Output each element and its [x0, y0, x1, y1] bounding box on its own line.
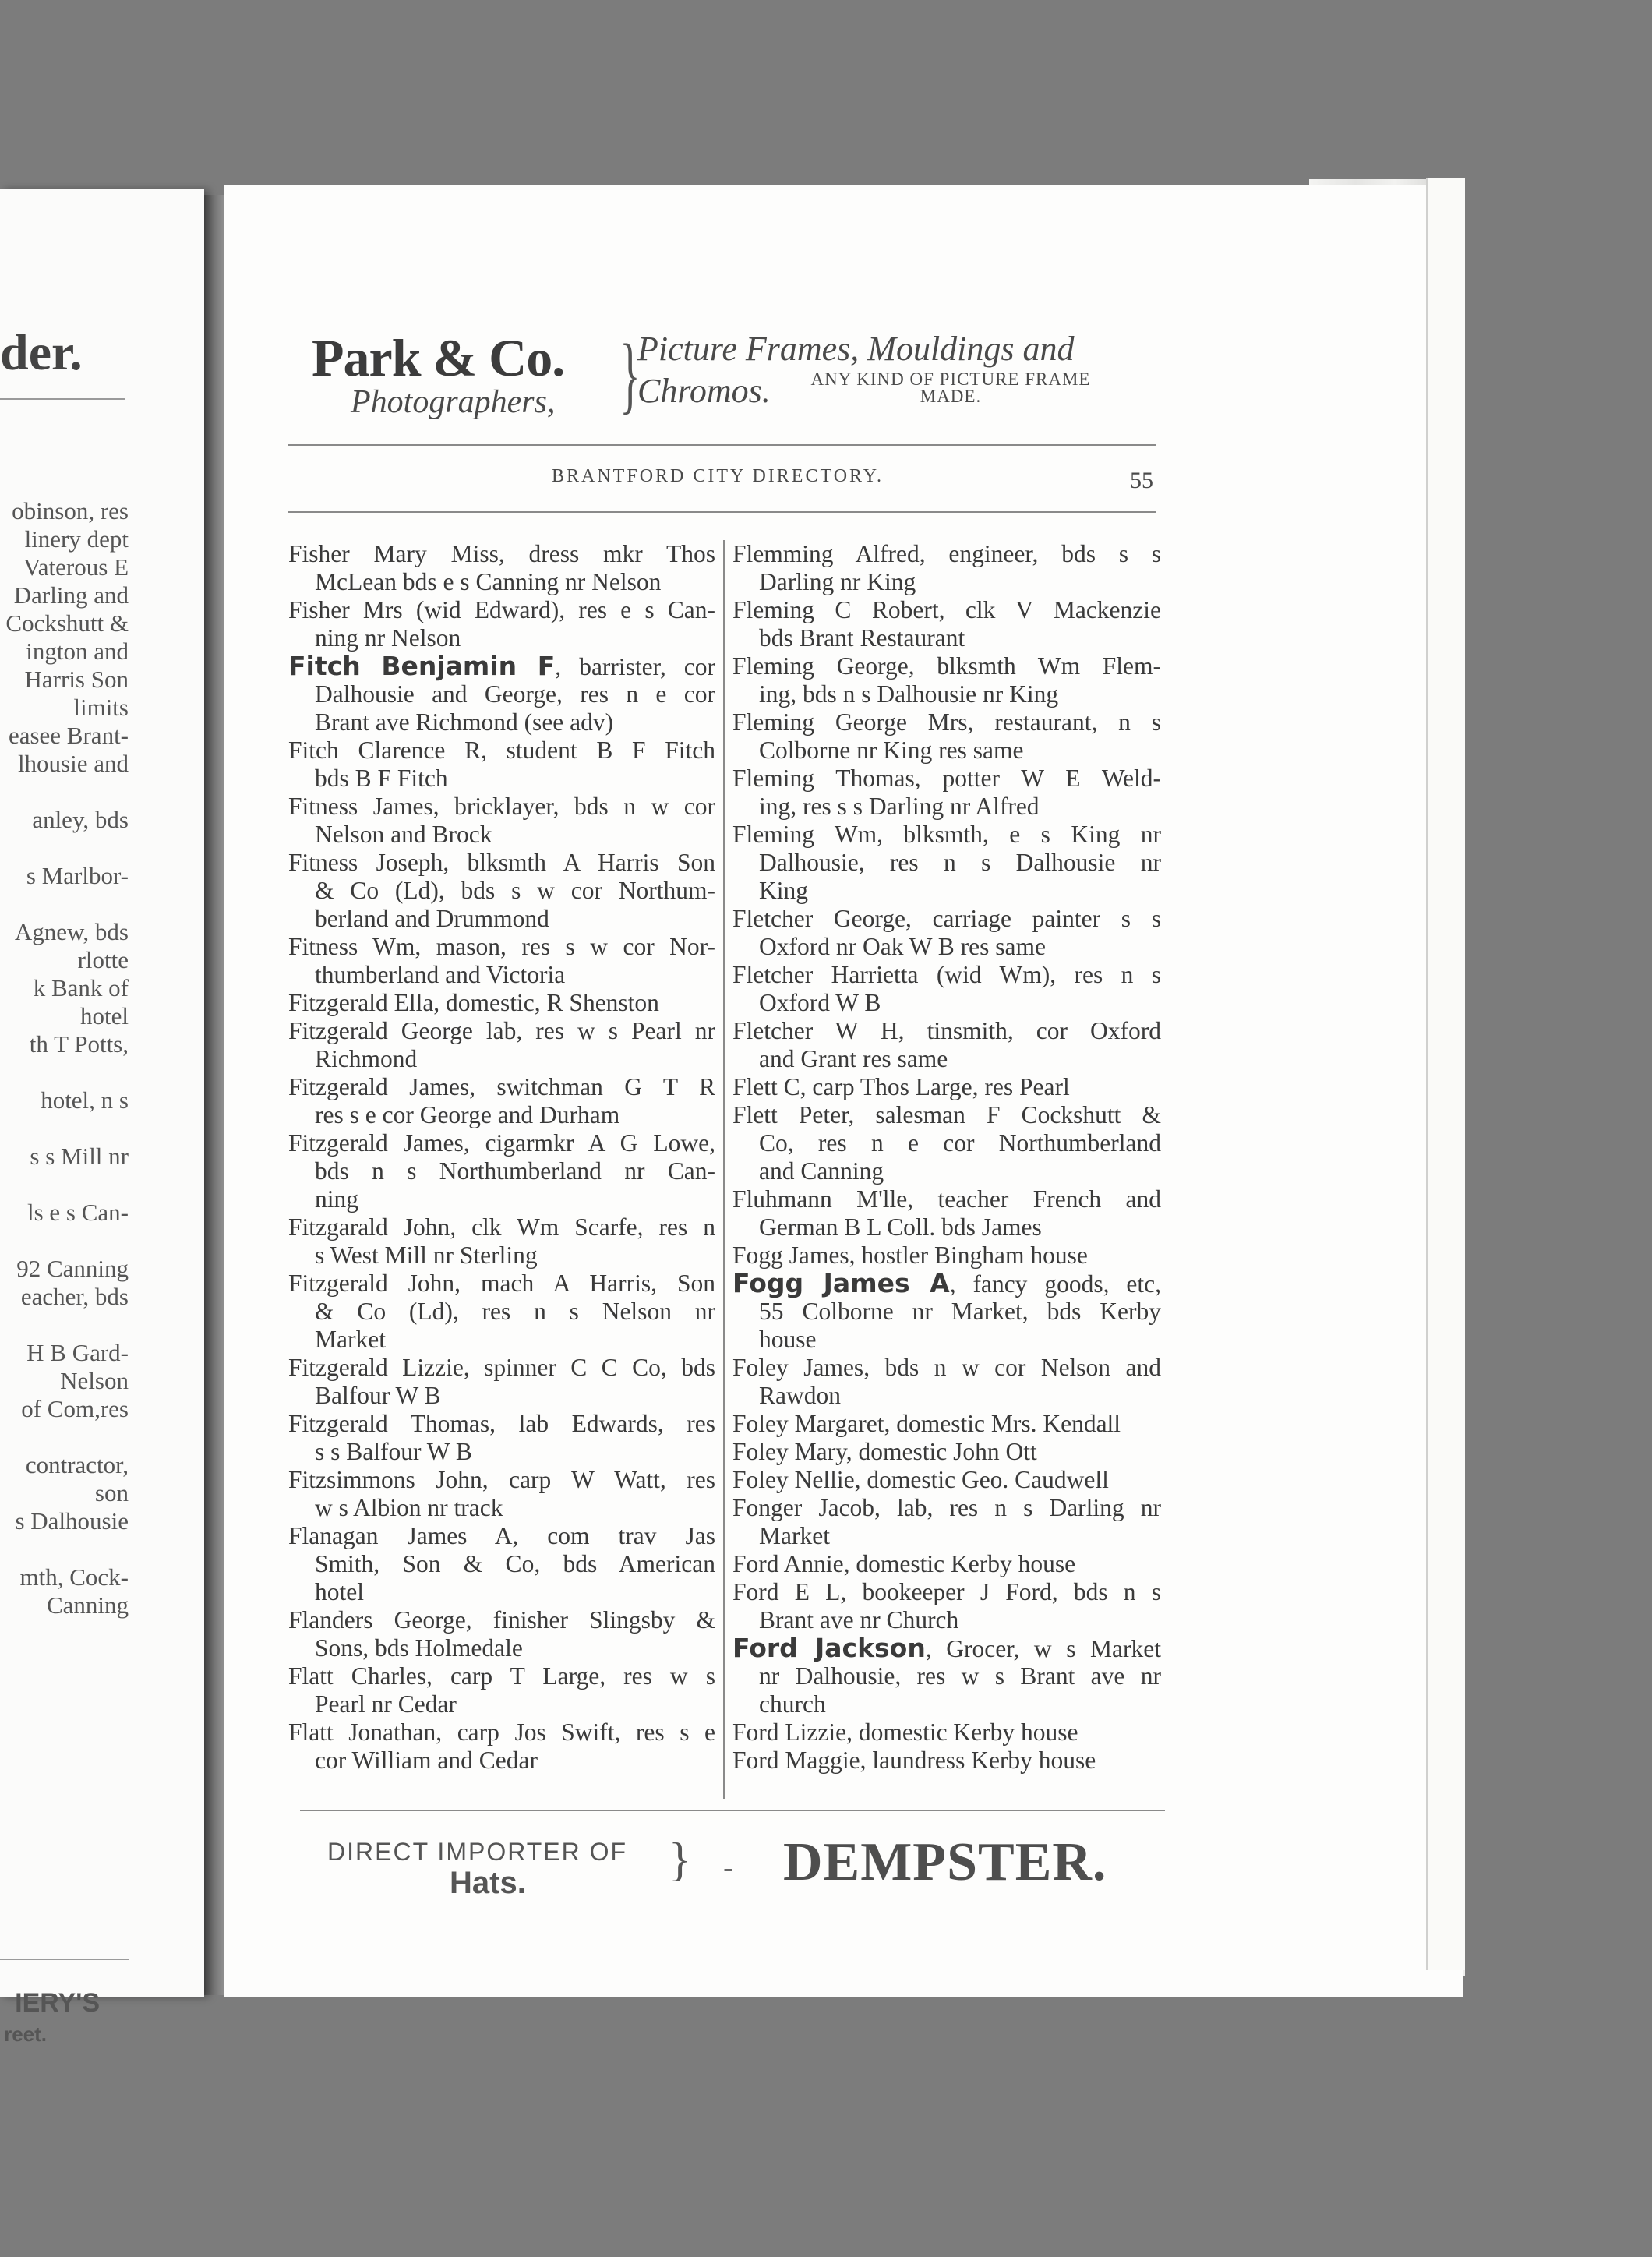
- entry-line-continuation: Market: [315, 1326, 386, 1353]
- previous-page-line: s Marlbor-: [26, 862, 129, 889]
- entry-line-continuation: cor William and Cedar: [315, 1747, 538, 1774]
- directory-entry: [288, 933, 715, 989]
- entry-line-continuation: s West Mill nr Sterling: [315, 1242, 538, 1269]
- entry-line-continuation: Oxford W B: [759, 989, 881, 1016]
- entry-line-continuation: Pearl nr Cedar: [315, 1690, 457, 1718]
- previous-page-line: mth, Cock-: [19, 1563, 129, 1591]
- directory-entry: [732, 905, 1161, 961]
- entry-line-continuation: Brant ave nr Church: [759, 1606, 959, 1634]
- previous-page-text: [0, 497, 129, 1619]
- directory-entry: [732, 1017, 1161, 1073]
- previous-page-bottom-rule: [0, 1959, 129, 1960]
- entry-line-first: Fitness James, bricklayer, bds n w cor: [288, 793, 715, 820]
- previous-page-line: contractor,: [25, 1451, 129, 1478]
- directory-entry: [288, 989, 715, 1017]
- directory-entry: [732, 1718, 1161, 1747]
- previous-page-line: eacher, bds: [20, 1283, 129, 1310]
- entry-line-continuation: Balfour W B: [315, 1382, 441, 1409]
- entry-line-continuation: ning: [315, 1185, 359, 1213]
- entry-line-continuation: Nelson and Brock: [315, 821, 492, 848]
- entry-line-first: Fitzgerald Thomas, lab Edwards, res: [288, 1410, 715, 1437]
- previous-page-line: k Bank of: [33, 974, 129, 1001]
- entry-line-first: Flanders George, finisher Slingsby &: [288, 1606, 715, 1634]
- entry-line-continuation: Rawdon: [759, 1382, 841, 1409]
- previous-page-line: th T Potts,: [29, 1030, 129, 1058]
- entry-line-first: Fletcher W H, tinsmith, cor Oxford: [732, 1017, 1161, 1044]
- directory-entry: [288, 1662, 715, 1718]
- previous-page-line: linery dept: [24, 525, 129, 553]
- directory-entry: [732, 1578, 1161, 1634]
- directory-entry: [732, 1354, 1161, 1410]
- entry-line-first: Fitch Benjamin F, barrister, cor: [288, 651, 715, 681]
- directory-entry: [732, 1494, 1161, 1550]
- previous-page-line: hotel: [80, 1002, 129, 1030]
- entry-line-continuation: ing, res s s Darling nr Alfred: [759, 793, 1040, 820]
- running-head: BRANTFORD CITY DIRECTORY.: [552, 466, 884, 486]
- entry-line-continuation: bds B F Fitch: [315, 765, 448, 792]
- advert-any-kind: ANY KIND OF PICTURE FRAME MADE.: [810, 369, 1091, 406]
- entry-line-continuation: w s Albion nr track: [315, 1494, 503, 1521]
- entry-line-first: Fitzgerald Ella, domestic, R Shenston: [288, 989, 659, 1016]
- previous-page-line: rlotte: [77, 946, 129, 973]
- directory-entry: [288, 540, 715, 596]
- previous-page-line: [0, 1535, 129, 1563]
- entry-line-continuation: Colborne nr King res same: [759, 736, 1024, 764]
- directory-entry: [732, 1242, 1161, 1270]
- entry-line-first: Ford Jackson, Grocer, w s Market: [732, 1633, 1162, 1663]
- previous-page-line: [0, 778, 129, 806]
- entry-line-first: Fonger Jacob, lab, res n s Darling nr: [732, 1494, 1161, 1521]
- entry-line-first: Fitch Clarence R, student B F Fitch: [288, 736, 715, 764]
- directory-entry: [288, 793, 715, 849]
- directory-entry: [732, 1438, 1161, 1466]
- directory-entry: [732, 1073, 1161, 1101]
- entry-name-bold: Fitch Benjamin F: [288, 651, 556, 681]
- entry-line-continuation: house: [759, 1326, 817, 1353]
- column-separator: [723, 540, 725, 1799]
- directory-entry: [732, 1410, 1161, 1438]
- previous-page-line: of Com,res: [21, 1395, 129, 1422]
- entry-line-continuation: & Co (Ld), res n s Nelson nr: [315, 1298, 715, 1325]
- entry-line-continuation: church: [759, 1690, 826, 1718]
- entry-line-continuation: bds Brant Restaurant: [759, 624, 965, 652]
- previous-page-line: limits: [73, 694, 129, 721]
- footer-hats: Hats.: [450, 1866, 526, 1900]
- directory-entry: [732, 1550, 1161, 1578]
- entry-line-continuation: Oxford nr Oak W B res same: [759, 933, 1047, 960]
- previous-page: [0, 189, 204, 2046]
- entry-line-continuation: Market: [759, 1522, 830, 1549]
- entry-line-first: Fitzsimmons John, carp W Watt, res: [288, 1466, 715, 1493]
- entry-line-first: Flatt Jonathan, carp Jos Swift, res s e: [288, 1718, 715, 1746]
- entry-line-first: Fitzgerald James, switchman G T R: [288, 1073, 715, 1100]
- directory-entry: [732, 961, 1161, 1017]
- directory-entry: [288, 1073, 715, 1129]
- previous-page-line: Cockshutt &: [5, 609, 129, 637]
- directory-entry: [732, 596, 1161, 652]
- previous-page-footer-line2: reet.: [4, 2022, 47, 2046]
- previous-page-footer-line1: IERY'S: [15, 1988, 100, 2018]
- entry-line-first: Fisher Mary Miss, dress mkr Thos: [288, 540, 715, 567]
- entry-line-first: Fitness Wm, mason, res s w cor Nor-: [288, 933, 715, 960]
- previous-page-line: easee Brant-: [8, 722, 129, 749]
- entry-line-continuation: res s e cor George and Durham: [315, 1101, 620, 1128]
- entry-line-continuation: Dalhousie and George, res n e cor: [315, 680, 715, 708]
- entry-line-continuation: and Canning: [759, 1157, 884, 1185]
- advert-park-co-name: Park & Co.: [312, 328, 565, 387]
- entry-line-continuation: German B L Coll. bds James: [759, 1213, 1042, 1241]
- entry-line-first: Flatt Charles, carp T Large, res w s: [288, 1662, 715, 1690]
- entry-line-first: Flemming Alfred, engineer, bds s s: [732, 540, 1161, 567]
- entry-line-first: Fitzgerald Lizzie, spinner C C Co, bds: [288, 1354, 715, 1381]
- header-rule-bottom: [288, 511, 1156, 513]
- entry-line-first: Fitzgerald John, mach A Harris, Son: [288, 1270, 715, 1297]
- entry-line-continuation: s s Balfour W B: [315, 1438, 472, 1465]
- entry-line-first: Ford E L, bookeeper J Ford, bds n s: [732, 1578, 1161, 1605]
- entry-line-first: Fleming George, blksmth Wm Flem-: [732, 652, 1161, 680]
- previous-page-line: s Dalhousie: [15, 1507, 129, 1535]
- footer-rule: [300, 1810, 1165, 1811]
- entry-line-first: Fisher Mrs (wid Edward), res e s Can-: [288, 596, 715, 623]
- entry-line-continuation: ing, bds n s Dalhousie nr King: [759, 680, 1059, 708]
- entry-line-continuation: nr Dalhousie, res w s Brant ave nr: [759, 1662, 1161, 1690]
- directory-entry: [732, 821, 1161, 905]
- previous-page-line: son: [94, 1479, 129, 1506]
- previous-page-line: lhousie and: [17, 750, 129, 777]
- previous-page-line: [0, 1227, 129, 1255]
- previous-page-line: Vaterous E: [23, 553, 129, 581]
- directory-entry: [732, 1466, 1161, 1494]
- entry-line-first: Fogg James, hostler Bingham house: [732, 1242, 1088, 1269]
- entry-line-first: Fitzgerald George lab, res w s Pearl nr: [288, 1017, 715, 1044]
- entry-line-continuation: Darling nr King: [759, 568, 916, 595]
- previous-page-line: [0, 1311, 129, 1339]
- directory-entry: [288, 1213, 715, 1270]
- directory-entry: [288, 1017, 715, 1073]
- entry-line-first: Foley Mary, domestic John Ott: [732, 1438, 1037, 1465]
- previous-page-line: hotel, n s: [41, 1086, 129, 1114]
- directory-entry: [288, 1354, 715, 1410]
- entry-line-first: Fletcher George, carriage painter s s: [732, 905, 1161, 932]
- advert-chromos: Chromos.: [637, 372, 771, 410]
- previous-page-line: ington and: [26, 638, 129, 665]
- directory-entry: [288, 1522, 715, 1606]
- entry-line-continuation: King: [759, 877, 808, 904]
- entry-line-first: Fleming Thomas, potter W E Weld-: [732, 765, 1161, 792]
- entry-line-first: Fogg James A, fancy goods, etc,: [732, 1268, 1161, 1298]
- entry-line-first: Fleming George Mrs, restaurant, n s: [732, 708, 1161, 736]
- entry-line-first: Foley Margaret, domestic Mrs. Kendall: [732, 1410, 1121, 1437]
- entry-line-first: Ford Lizzie, domestic Kerby house: [732, 1718, 1078, 1746]
- entry-line-first: Fitzgarald John, clk Wm Scarfe, res n: [288, 1213, 715, 1241]
- entry-line-first: Fletcher Harrietta (wid Wm), res n s: [732, 961, 1161, 988]
- previous-page-line: [0, 890, 129, 918]
- previous-page-line: s s Mill nr: [30, 1143, 129, 1170]
- entry-name-bold: Ford Jackson: [732, 1633, 926, 1663]
- entry-line-continuation: McLean bds e s Canning nr Nelson: [315, 568, 662, 595]
- page-number: 55: [1130, 468, 1153, 493]
- entry-line-continuation: and Grant res same: [759, 1045, 948, 1072]
- entry-line-first: Foley Nellie, domestic Geo. Caudwell: [732, 1466, 1109, 1493]
- header-rule-top: [288, 444, 1156, 446]
- directory-entry: [732, 1747, 1161, 1775]
- entry-line-continuation: Brant ave Richmond (see adv): [315, 708, 614, 736]
- previous-page-line: 92 Canning: [16, 1255, 129, 1282]
- entry-name-bold: Fogg James A: [732, 1268, 950, 1298]
- previous-page-line: ls e s Can-: [26, 1199, 129, 1226]
- entry-line-first: Ford Maggie, laundress Kerby house: [732, 1747, 1096, 1774]
- previous-page-line: Nelson: [60, 1367, 129, 1394]
- footer-brace: }: [669, 1834, 691, 1885]
- directory-entry: [288, 1270, 715, 1354]
- entry-line-continuation: berland and Drummond: [315, 905, 549, 932]
- entry-line-continuation: thumberland and Victoria: [315, 961, 566, 988]
- directory-entry: [288, 736, 715, 793]
- entry-line-first: Fleming C Robert, clk V Mackenzie: [732, 596, 1161, 623]
- directory-entry: [288, 849, 715, 933]
- entry-line-continuation: Dalhousie, res n s Dalhousie nr: [759, 849, 1161, 876]
- advert-brace: }: [620, 327, 641, 422]
- entry-line-continuation: & Co (Ld), bds s w cor Northum-: [315, 877, 715, 904]
- previous-page-line: obinson, res: [12, 497, 129, 525]
- previous-page-line: [0, 1171, 129, 1199]
- directory-entry: [732, 765, 1161, 821]
- footer-dash: -: [723, 1849, 734, 1884]
- previous-page-line: [0, 1058, 129, 1086]
- previous-page-line: [0, 1423, 129, 1451]
- directory-entry: [288, 1129, 715, 1213]
- entry-line-continuation: Richmond: [315, 1045, 418, 1072]
- entry-line-first: Fluhmann M'lle, teacher French and: [732, 1185, 1161, 1213]
- entry-line-continuation: 55 Colborne nr Market, bds Kerby: [759, 1298, 1161, 1325]
- entry-line-first: Fleming Wm, blksmth, e s King nr: [732, 821, 1161, 848]
- previous-page-line: Harris Son: [24, 666, 129, 693]
- directory-entry: [732, 652, 1161, 708]
- previous-page-line: anley, bds: [32, 806, 129, 833]
- entry-line-first: Ford Annie, domestic Kerby house: [732, 1550, 1076, 1577]
- page-fore-edge: [1426, 178, 1465, 1970]
- entry-line-continuation: ning nr Nelson: [315, 624, 461, 652]
- previous-page-line: [0, 834, 129, 862]
- advert-photographers: Photographers,: [351, 384, 556, 420]
- directory-entry: [288, 652, 715, 736]
- directory-entry: [732, 540, 1161, 596]
- entry-line-first: Foley James, bds n w cor Nelson and: [732, 1354, 1161, 1381]
- directory-entry: [288, 596, 715, 652]
- previous-page-line: H B Gard-: [26, 1339, 129, 1366]
- directory-entry: [732, 1101, 1161, 1185]
- previous-page-line: Darling and: [13, 581, 129, 609]
- entry-line-first: Fitness Joseph, blksmth A Harris Son: [288, 849, 715, 876]
- directory-entry: [288, 1718, 715, 1775]
- directory-entry: [732, 708, 1161, 765]
- directory-entry: [732, 1270, 1161, 1354]
- entry-line-first: Fitzgerald James, cigarmkr A G Lowe,: [288, 1129, 715, 1157]
- entry-line-continuation: Sons, bds Holmedale: [315, 1634, 523, 1662]
- previous-page-title-fragment: der.: [0, 324, 83, 381]
- directory-entry: [732, 1185, 1161, 1242]
- entry-line-first: Flett Peter, salesman F Cockshutt &: [732, 1101, 1161, 1128]
- directory-entry: [288, 1466, 715, 1522]
- previous-page-rule: [0, 398, 125, 400]
- entry-line-first: Flanagan James A, com trav Jas: [288, 1522, 715, 1549]
- directory-column-left: [288, 540, 715, 1775]
- footer-dempster: DEMPSTER.: [783, 1832, 1107, 1892]
- previous-page-line: Canning: [46, 1591, 129, 1619]
- previous-page-line: [0, 1114, 129, 1143]
- directory-entry: [288, 1410, 715, 1466]
- advert-picture-frames: Picture Frames, Mouldings and: [637, 330, 1075, 368]
- entry-line-continuation: hotel: [315, 1578, 364, 1605]
- directory-column-right: [732, 540, 1161, 1775]
- directory-entry: [732, 1634, 1161, 1718]
- entry-line-first: Flett C, carp Thos Large, res Pearl: [732, 1073, 1070, 1100]
- entry-line-continuation: bds n s Northumberland nr Can-: [315, 1157, 715, 1185]
- directory-entry: [288, 1606, 715, 1662]
- previous-page-line: Agnew, bds: [14, 918, 129, 945]
- entry-line-continuation: Co, res n e cor Northumberland: [759, 1129, 1161, 1157]
- entry-line-continuation: Smith, Son & Co, bds American: [315, 1550, 715, 1577]
- footer-direct-importer: DIRECT IMPORTER OF: [327, 1838, 628, 1866]
